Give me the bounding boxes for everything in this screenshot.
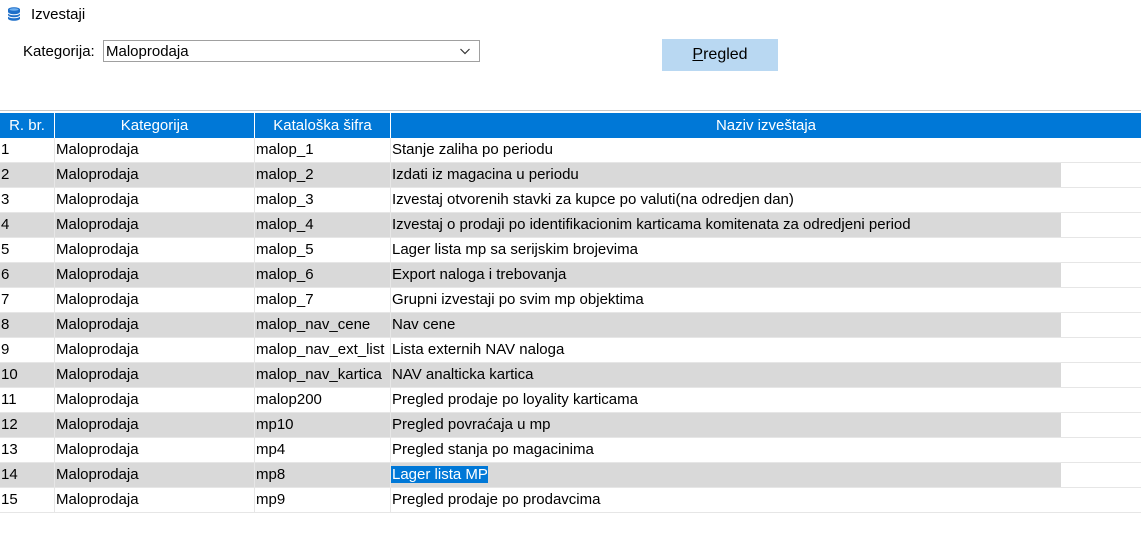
row-number-cell[interactable]: 9 <box>0 338 55 363</box>
category-dropdown[interactable] <box>103 40 480 62</box>
report-name-text: Lager lista mp sa serijskim brojevima <box>392 241 638 258</box>
report-name-text: Lager lista MP <box>392 466 488 483</box>
report-name-cell[interactable] <box>391 313 1141 338</box>
report-name-cell[interactable] <box>391 338 1141 363</box>
column-header-report-name[interactable]: Naziv izveštaja <box>715 117 817 134</box>
code-cell[interactable]: malop_3 <box>255 188 391 213</box>
category-cell[interactable]: Maloprodaja <box>55 438 255 463</box>
report-name-cell[interactable] <box>391 138 1141 163</box>
category-cell[interactable]: Maloprodaja <box>55 238 255 263</box>
category-cell[interactable]: Maloprodaja <box>55 263 255 288</box>
row-number-cell[interactable]: 10 <box>0 363 55 388</box>
row-number-cell[interactable]: 2 <box>0 163 55 188</box>
row-number-cell[interactable]: 12 <box>0 413 55 438</box>
report-name-cell[interactable] <box>391 438 1141 463</box>
report-name-cell[interactable] <box>391 238 1141 263</box>
row-number-cell[interactable]: 4 <box>0 213 55 238</box>
row-shade <box>391 313 1061 337</box>
table-row[interactable] <box>0 138 1141 163</box>
row-shade <box>391 463 1061 487</box>
report-name-text: Pregled prodaje po loyality karticama <box>392 391 638 408</box>
row-number-cell[interactable]: 6 <box>0 263 55 288</box>
report-name-text: Pregled stanja po magacinima <box>392 441 594 458</box>
row-number-cell[interactable]: 3 <box>0 188 55 213</box>
table-row[interactable] <box>0 263 1141 288</box>
table-row[interactable] <box>0 363 1141 388</box>
category-dropdown-value: Maloprodaja <box>106 43 189 60</box>
report-name-cell[interactable] <box>391 463 1141 488</box>
report-name-text: Export naloga i trebovanja <box>392 266 567 283</box>
report-name-cell[interactable] <box>391 213 1141 238</box>
row-number-cell[interactable]: 5 <box>0 238 55 263</box>
table-row[interactable] <box>0 188 1141 213</box>
table-row[interactable] <box>0 313 1141 338</box>
column-header-category[interactable]: Kategorija <box>55 113 255 138</box>
code-cell[interactable]: malop200 <box>255 388 391 413</box>
table-row[interactable] <box>0 413 1141 438</box>
code-cell[interactable]: malop_nav_kartica <box>255 363 391 388</box>
code-cell[interactable]: mp8 <box>255 463 391 488</box>
preview-button[interactable] <box>662 39 778 71</box>
code-cell[interactable]: malop_6 <box>255 263 391 288</box>
table-row[interactable] <box>0 438 1141 463</box>
report-name-text: Stanje zaliha po periodu <box>392 141 553 158</box>
report-name-cell[interactable] <box>391 263 1141 288</box>
row-number-cell[interactable]: 15 <box>0 488 55 513</box>
category-cell[interactable]: Maloprodaja <box>55 463 255 488</box>
category-label: Kategorija: <box>23 43 95 60</box>
database-icon <box>6 6 22 22</box>
report-name-text: Izdati iz magacina u periodu <box>392 166 579 183</box>
category-cell[interactable]: Maloprodaja <box>55 338 255 363</box>
code-cell[interactable]: malop_nav_ext_list <box>255 338 391 363</box>
category-cell[interactable]: Maloprodaja <box>55 313 255 338</box>
code-cell[interactable]: malop_2 <box>255 163 391 188</box>
table-row[interactable] <box>0 488 1141 513</box>
row-number-cell[interactable]: 13 <box>0 438 55 463</box>
report-name-cell[interactable] <box>391 488 1141 513</box>
column-header-code[interactable]: Kataloška šifra <box>255 113 391 138</box>
report-name-text: Izvestaj o prodaji po identifikacionim karticama komitenata za odredjeni period <box>392 216 911 233</box>
code-cell[interactable]: malop_7 <box>255 288 391 313</box>
window-title: Izvestaji <box>31 6 86 23</box>
report-name-text: Pregled prodaje po prodavcima <box>392 491 601 508</box>
row-number-cell[interactable]: 14 <box>0 463 55 488</box>
divider <box>0 110 1141 111</box>
code-cell[interactable]: mp9 <box>255 488 391 513</box>
report-name-cell[interactable] <box>391 388 1141 413</box>
category-cell[interactable]: Maloprodaja <box>55 163 255 188</box>
report-name-cell[interactable] <box>391 413 1141 438</box>
category-cell[interactable]: Maloprodaja <box>55 138 255 163</box>
code-cell[interactable]: mp10 <box>255 413 391 438</box>
table-row[interactable] <box>0 463 1141 488</box>
row-number-cell[interactable]: 8 <box>0 313 55 338</box>
category-cell[interactable]: Maloprodaja <box>55 363 255 388</box>
row-number-cell[interactable]: 11 <box>0 388 55 413</box>
report-name-text: NAV analticka kartica <box>392 366 534 383</box>
report-name-cell[interactable] <box>391 188 1141 213</box>
row-number-cell[interactable]: 7 <box>0 288 55 313</box>
category-cell[interactable]: Maloprodaja <box>55 213 255 238</box>
table-row[interactable] <box>0 213 1141 238</box>
code-cell[interactable]: malop_4 <box>255 213 391 238</box>
code-cell[interactable]: malop_5 <box>255 238 391 263</box>
category-cell[interactable]: Maloprodaja <box>55 388 255 413</box>
title-bar <box>0 0 1141 28</box>
report-name-text: Grupni izvestaji po svim mp objektima <box>392 291 644 308</box>
preview-button-label: Pregled <box>692 46 748 63</box>
table-row[interactable] <box>0 288 1141 313</box>
category-cell[interactable]: Maloprodaja <box>55 413 255 438</box>
code-cell[interactable]: malop_1 <box>255 138 391 163</box>
row-number-cell[interactable]: 1 <box>0 138 55 163</box>
chevron-down-icon[interactable] <box>459 45 471 57</box>
column-header-number[interactable]: R. br. <box>0 113 55 138</box>
report-name-text: Lista externih NAV naloga <box>392 341 565 358</box>
report-name-cell[interactable] <box>391 163 1141 188</box>
code-cell[interactable]: mp4 <box>255 438 391 463</box>
reports-grid[interactable] <box>0 113 1141 513</box>
table-row[interactable] <box>0 238 1141 263</box>
grid-body <box>0 138 1141 513</box>
category-cell[interactable]: Maloprodaja <box>55 488 255 513</box>
table-row[interactable] <box>0 388 1141 413</box>
report-name-text: Nav cene <box>392 316 456 333</box>
category-cell[interactable]: Maloprodaja <box>55 288 255 313</box>
report-name-cell[interactable] <box>391 288 1141 313</box>
table-row[interactable] <box>0 338 1141 363</box>
category-cell[interactable]: Maloprodaja <box>55 188 255 213</box>
report-name-cell[interactable] <box>391 363 1141 388</box>
code-cell[interactable]: malop_nav_cene <box>255 313 391 338</box>
grid-header <box>0 113 1141 138</box>
report-name-text: Pregled povraćaja u mp <box>392 416 551 433</box>
report-name-text: Izvestaj otvorenih stavki za kupce po valuti(na odredjen dan) <box>392 191 794 208</box>
table-row[interactable] <box>0 163 1141 188</box>
